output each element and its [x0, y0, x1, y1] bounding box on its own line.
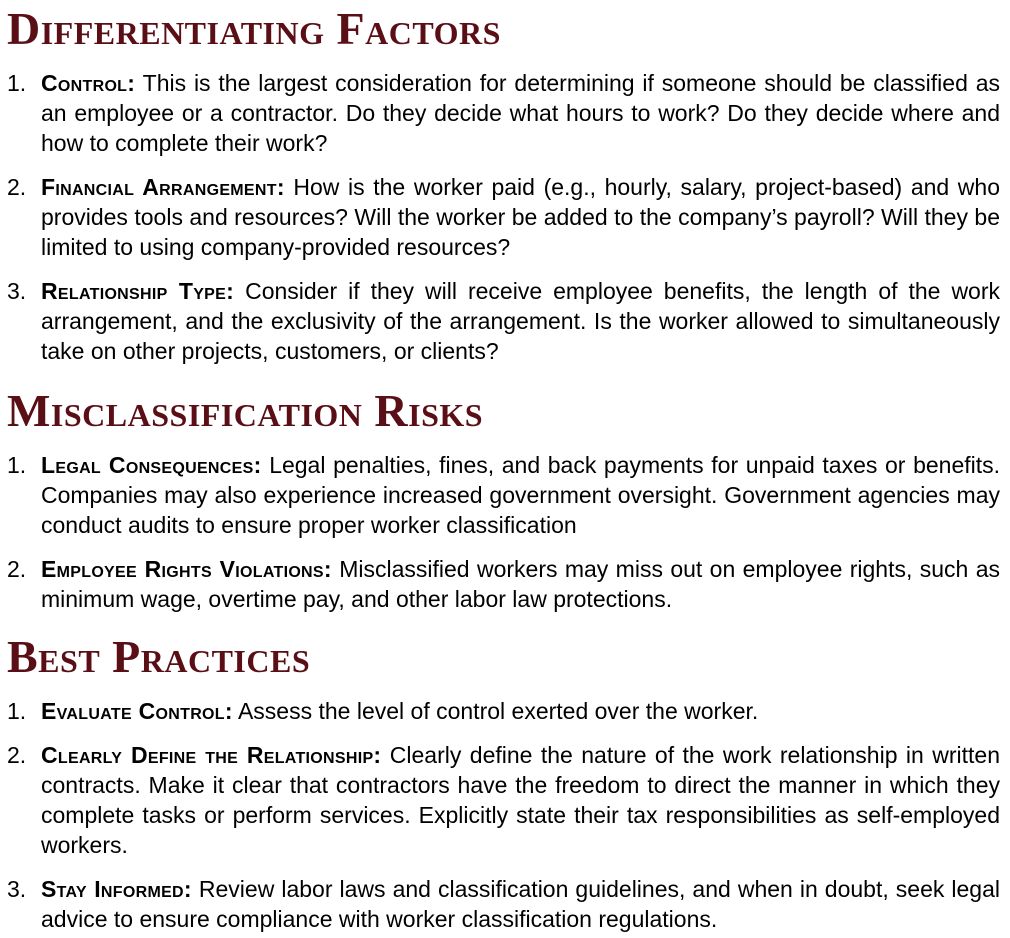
item-text: Legal penalties, fines, and back payments for unpaid taxes or benefits. Companies may also experience increased government oversight. Government agencies may conduct audits to ensure proper worker classification: [41, 452, 1001, 538]
list-item: [7, 68, 1000, 158]
list-item: [7, 740, 1000, 860]
item-text: Consider if they will receive employee benefits, the length of the work arrangement, and the exclusivity of the arrangement. Is the worker allowed to simultaneously take on other projects, customers, or clients?: [41, 278, 1001, 364]
section-title: Differentiating Factors: [7, 3, 501, 54]
item-term: Employee Rights Violations:: [41, 556, 332, 582]
item-number: 3.: [7, 876, 27, 902]
item-term: Control:: [41, 70, 136, 96]
practices-list: [7, 696, 1000, 934]
item-term: Relationship Type:: [41, 278, 235, 304]
list-item: [7, 276, 1000, 366]
item-text: How is the worker paid (e.g., hourly, salary, project-based) and who provides tools and resources? Will the worker be added to the company’s payroll? Will they be limited to using company-provided resources?: [41, 174, 1000, 260]
list-item: [7, 554, 1000, 614]
list-item: [7, 696, 1000, 726]
item-term: Clearly Define the Relationship:: [41, 742, 382, 768]
item-number: 1.: [7, 452, 27, 478]
item-text: Clearly define the nature of the work relationship in written contracts. Make it clear that contractors have the freedom to direct the manner in which they complete tasks or perform services. Explicitly state their tax responsibilities as self-employed workers.: [41, 742, 1000, 858]
section-differentiating-factors: [7, 3, 1001, 366]
list-item: [7, 450, 1000, 540]
list-item: [7, 172, 1000, 262]
item-number: 1.: [7, 698, 27, 724]
item-text: Review labor laws and classification guidelines, and when in doubt, seek legal advice to ensure compliance with worker classification regulations.: [41, 876, 1000, 932]
item-number: 2.: [7, 556, 27, 582]
item-term: Evaluate Control:: [41, 698, 233, 724]
section-title: Best Practices: [7, 631, 311, 682]
item-term: Stay Informed:: [41, 876, 192, 902]
factors-list: [7, 68, 1000, 366]
item-number: 3.: [7, 278, 27, 304]
item-text: Misclassified workers may miss out on employee rights, such as minimum wage, overtime pay, and other labor law protections.: [41, 556, 1000, 612]
section-title: Misclassification Risks: [7, 385, 484, 436]
item-text: This is the largest consideration for determining if someone should be classified as an employee or a contractor. Do they decide what hours to work? Do they decide where and how to complete their work?: [41, 70, 1000, 156]
item-number: 2.: [7, 742, 27, 768]
item-term: Financial Arrangement:: [41, 174, 285, 200]
item-text: Assess the level of control exerted over the worker.: [237, 698, 759, 724]
section-best-practices: [7, 631, 1000, 934]
list-item: [7, 874, 1000, 934]
item-term: Legal Consequences:: [41, 452, 262, 478]
item-number: 1.: [7, 70, 27, 96]
section-misclassification-risks: [7, 385, 1001, 614]
risks-list: [7, 450, 1000, 614]
item-number: 2.: [7, 174, 27, 200]
